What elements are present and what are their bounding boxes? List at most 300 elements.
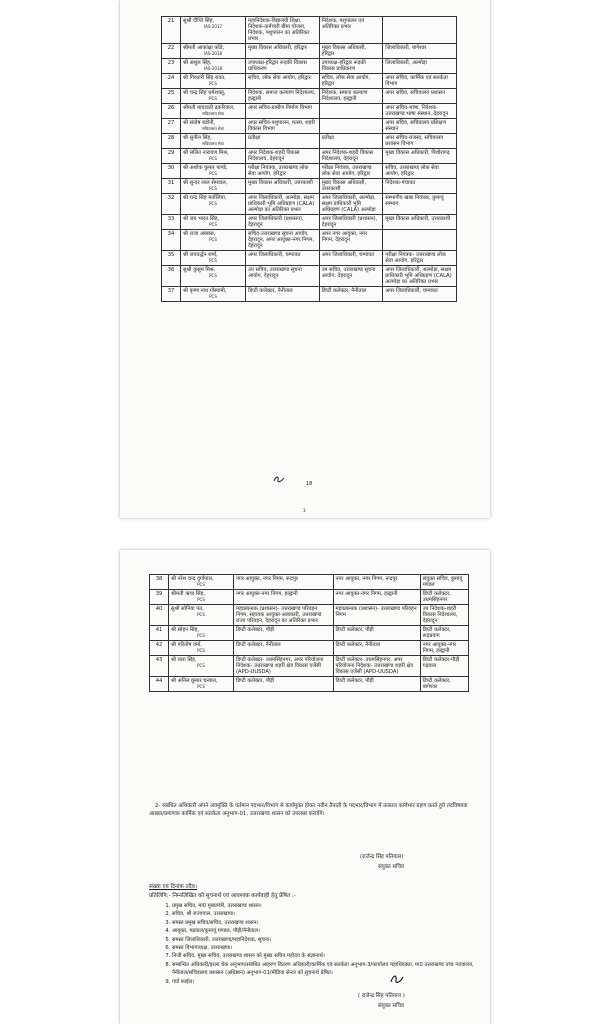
list-item: 6. समस्त विभागाध्यक्ष, उत्तराखण्ड। xyxy=(172,944,477,952)
serial-number-text: 44 xyxy=(155,678,163,684)
retained-post-text: उपाध्यक्ष-हरिद्वार रूड़की विकास प्राधिकरण xyxy=(321,60,366,72)
retained-post-cell xyxy=(319,89,383,104)
officer-name-text: श्री जय भारत सिंह, xyxy=(183,216,220,222)
serial-number-text: 37 xyxy=(167,288,175,294)
current-post-text: मुख्य विकास अधिकारी, उत्तरकाशी xyxy=(248,180,313,186)
table-row xyxy=(162,44,457,59)
new-post-text: डिप्टी कलेक्टर, बागेश्वर xyxy=(422,678,451,690)
service-cadre-text: सचिवालय सेवा xyxy=(202,126,224,131)
new-post-cell xyxy=(420,677,468,692)
serial-number-text: 25 xyxy=(167,90,175,96)
new-post-text: संयुक्त सचिव, कुमायूं मण्डल xyxy=(422,576,463,588)
serial-number-text: 23 xyxy=(167,60,175,66)
retained-post-text: परीक्षा नियंत्रक, उत्तराखण्ड लोक सेवा आयोग, हरिद्वार xyxy=(321,165,372,177)
serial-number-cell xyxy=(162,44,181,59)
new-post-text: नगर आयुक्त-नगर निगम, हल्द्वानी xyxy=(422,642,457,654)
new-post-cell xyxy=(383,230,457,251)
retained-post-cell xyxy=(333,641,420,656)
officer-name-text: सुश्री दीप्ति सिंह, xyxy=(183,18,215,24)
copy-heading: प्रतिलिपि:- निम्नलिखित को सूचनार्थ एवं आवश्यक कार्यवाही हेतु प्रेषित :- xyxy=(149,893,296,899)
serial-number-cell xyxy=(162,74,181,89)
officer-name-cell xyxy=(181,164,246,179)
list-item: 8. सम्बन्धित अधिकारी/इरला चेक अनुभाग/संबंधित आहरण वितरण अधिकारी/कार्मिक एवं सतर्कता अनुभाग-3/कार्यालय महाधिवक्ता, मा0 उत्तराखण्ड उच्च न्यायालय, नैनीताल/सचिवालय प्रशासन (अधिष्ठान) अनुभाग-01/मीडिया सेन्टर को सूचनार्थ प्रेषित। xyxy=(172,961,477,978)
new-post-text: अपर सचिव-राजस्व, सचिवालय प्रशासन विभाग xyxy=(385,135,444,147)
list-item: 3. समस्त प्रमुख सचिव/सचिव, उत्तराखण्ड शासन। xyxy=(172,919,477,927)
retained-post-cell xyxy=(319,164,383,179)
retained-post-cell xyxy=(319,44,383,59)
new-post-cell xyxy=(383,149,457,164)
transfer-table-page-2 xyxy=(149,574,469,692)
service-cadre-text: PCS xyxy=(209,186,217,191)
new-post-cell xyxy=(383,251,457,266)
reference-label: संख्या एवं दिनांक तदैव। xyxy=(149,884,197,890)
officer-name-cell xyxy=(181,215,246,230)
signatory-title: संयुक्त सचिव xyxy=(378,864,404,870)
serial-number-cell xyxy=(150,677,169,692)
retained-post-cell xyxy=(319,266,383,287)
serial-number-cell xyxy=(150,605,169,626)
current-post-text: सचिव, लोक सेवा आयोग, हरिद्वार xyxy=(248,75,311,81)
new-post-cell xyxy=(383,164,457,179)
current-post-text: अपर सचिव-ग्रामीण निर्माण विभाग xyxy=(248,105,312,111)
current-post-cell xyxy=(246,134,320,149)
retained-post-text: मुख्य विकास अधिकारी, उत्तरकाशी xyxy=(321,180,367,192)
retained-post-cell xyxy=(319,59,383,74)
table-row xyxy=(162,74,457,89)
table-row xyxy=(162,251,457,266)
serial-number-text: 29 xyxy=(167,150,175,156)
service-cadre-text: PCS xyxy=(197,612,205,617)
current-post-text: डिप्टी कलेक्टर, पौड़ी xyxy=(236,627,275,633)
current-post-text: अपर जिलाधिकारी, चम्पावत xyxy=(248,252,301,258)
new-post-cell xyxy=(383,119,457,134)
new-post-cell xyxy=(383,287,457,302)
serial-number-text: 30 xyxy=(167,165,175,171)
officer-name-text: श्री धारा सिंह, xyxy=(171,657,197,663)
transfer-table-page-1 xyxy=(161,16,457,302)
new-post-text: अपर जिलाधिकारी, अल्मोड़ा, सक्षम प्राधिकारी भूमि अधिग्रहण (CALA) अल्मोड़ा का अतिरिक्त प्रभार xyxy=(385,267,452,285)
retained-post-text: अपर जिलाधिकारी, अल्मोड़ा, सक्षम प्राधिकारी भूमि अधिग्रहण (CALA) अल्मोड़ा xyxy=(321,195,376,213)
table-row xyxy=(150,590,469,605)
retained-post-cell xyxy=(333,575,420,590)
current-post-text: नगर आयुक्त, नगर निगम, रूद्रपुर xyxy=(236,576,298,582)
service-cadre-text: PCS xyxy=(209,258,217,263)
serial-number-text: 21 xyxy=(167,18,175,24)
new-post-cell xyxy=(383,44,457,59)
serial-number-cell xyxy=(162,230,181,251)
current-post-text: अपर निदेशक-शहरी विकास निदेशालय, देहरादून xyxy=(248,150,300,162)
list-item: 1. प्रमुख सचिव, मा0 मुख्यमंत्री, उत्तराखण्ड शासन। xyxy=(172,902,477,910)
table-row xyxy=(162,194,457,215)
retained-post-text: डिप्टी कलेक्टर, पौड़ी xyxy=(335,627,374,633)
officer-name-text: श्री ललित नारायण मिश्र, xyxy=(183,150,229,156)
officer-name-cell xyxy=(181,149,246,164)
service-cadre-text: IAS-2018 xyxy=(203,66,223,71)
new-post-text: अपर सचिव, सचिवालय प्रशासन xyxy=(385,90,446,96)
new-post-text: सम्भागीय खाद्य नियंत्रक, कुमायूं सम्भाग xyxy=(385,195,444,207)
officer-name-cell xyxy=(181,74,246,89)
officer-name-cell xyxy=(181,59,246,74)
current-post-cell xyxy=(246,179,320,194)
current-post-cell xyxy=(246,287,320,302)
new-post-text: डिप्टी कलेक्टर, उधमसिंहनगर xyxy=(422,591,451,603)
new-post-cell xyxy=(420,626,468,641)
service-cadre-text: PCS xyxy=(209,294,217,299)
officer-name-text: श्री अंशुल सिंह, xyxy=(183,60,212,66)
table-row xyxy=(162,287,457,302)
officer-name-cell xyxy=(181,179,246,194)
list-item: 7. निजी सचिव, मुख्य सचिव, उत्तराखण्ड शासन को मुख्य सचिव महोदय के संज्ञानार्थ। xyxy=(172,952,477,960)
new-post-cell xyxy=(420,590,468,605)
service-cadre-text: सचिवालय सेवा xyxy=(202,111,224,116)
retained-post-cell xyxy=(333,626,420,641)
table-row xyxy=(162,134,457,149)
serial-number-text: 43 xyxy=(155,657,163,663)
current-post-cell xyxy=(246,164,320,179)
officer-name-text: श्री कृष्ण नाथ गोस्वामी, xyxy=(183,288,227,294)
new-post-text: जिलाधिकारी, बागेश्वर xyxy=(385,45,427,51)
serial-number-cell xyxy=(150,590,169,605)
current-post-cell xyxy=(246,74,320,89)
retained-post-text: डिप्टी कलेक्टर- उधमसिंहनगर, अपर परियोजना निदेशक- उत्तराखण्ड शहरी क्षेत्र विकास एजेंसी (APD-UUSDA) xyxy=(335,657,414,675)
current-post-text: डिप्टी कलेक्टर- उधमसिंहनगर, अपर परियोजना निदेशक- उत्तराखण्ड शहरी क्षेत्र विकास एजेंसी (APD-UUSDA) xyxy=(236,657,324,675)
serial-number-cell xyxy=(150,656,169,677)
current-post-cell xyxy=(234,641,334,656)
signatory2-name: ( राजेन्द्र सिंह पतियाल ) xyxy=(358,993,405,999)
new-post-cell xyxy=(420,656,468,677)
new-post-cell xyxy=(383,266,457,287)
officer-name-text: श्री जयवर्द्धन शर्मा, xyxy=(183,252,218,258)
new-post-cell xyxy=(383,194,457,215)
current-post-text: महाप्रबन्धक (प्रशासन)- उत्तराखण्ड परिवहन निगम, सहायक आयुक्त-आबकारी, उत्तराखण्ड राज्य परिवहन, देहरादून का अतिरिक्त प्रभार xyxy=(236,606,322,624)
officer-name-cell xyxy=(181,44,246,59)
current-post-text: नगर आयुक्त-नगर निगम, हल्द्वानी xyxy=(236,591,298,597)
current-post-cell xyxy=(234,677,334,692)
current-post-cell xyxy=(246,230,320,251)
service-cadre-text: PCS xyxy=(197,597,205,602)
serial-number-text: 38 xyxy=(155,576,163,582)
table-row xyxy=(162,17,457,44)
officer-name-text: श्री अनिल कुमार चन्याल, xyxy=(171,678,218,684)
serial-number-text: 35 xyxy=(167,252,175,258)
serial-number-cell xyxy=(150,626,169,641)
retained-post-cell xyxy=(319,104,383,119)
officer-name-text: श्री गिरधारी सिंह रावत, xyxy=(183,75,226,81)
new-post-cell xyxy=(383,89,457,104)
new-post-cell xyxy=(383,134,457,149)
officer-name-text: श्री सुनील सिंह, xyxy=(183,135,212,141)
new-post-text: परीक्षा नियंत्रक- उत्तराखण्ड लोक सेवा आयोग, हरिद्वार xyxy=(385,252,446,264)
retained-post-cell xyxy=(333,590,420,605)
list-item: 2. सचिव, श्री राज्यपाल, उत्तराखण्ड। xyxy=(172,910,477,918)
current-post-cell xyxy=(246,59,320,74)
serial-number-text: 42 xyxy=(155,642,163,648)
current-post-cell xyxy=(246,89,320,104)
table-row xyxy=(162,179,457,194)
new-post-text: मुख्य विकास अधिकारी, पिथौरागढ़ xyxy=(385,150,450,156)
officer-name-text: श्री चन्द्र सिंह मर्तोलिया, xyxy=(183,195,227,201)
retained-post-text: सचिव, लोक सेवा आयोग, हरिद्वार xyxy=(321,75,371,87)
serial-number-cell xyxy=(162,17,181,44)
retained-post-cell xyxy=(333,656,420,677)
new-post-text: अपर सचिव, कार्मिक एवं सतर्कता विभाग xyxy=(385,75,448,87)
serial-number-cell xyxy=(162,59,181,74)
serial-number-text: 24 xyxy=(167,75,175,81)
table-row xyxy=(162,59,457,74)
service-cadre-text: PCS xyxy=(197,582,205,587)
table-row xyxy=(162,266,457,287)
serial-number-text: 34 xyxy=(167,231,175,237)
document-page-1 xyxy=(120,0,490,518)
table-row xyxy=(150,656,469,677)
officer-name-text: श्री राजा अब्बास, xyxy=(183,231,216,237)
retained-post-text: प्रतीक्षा xyxy=(321,135,335,141)
officer-name-text: श्रीमती आकांक्षा कोंडे, xyxy=(183,45,225,51)
new-post-text: अपर जिलाधिकारी, चम्पावत xyxy=(385,288,438,294)
officer-name-text: श्री सोहन सिंह, xyxy=(171,627,200,633)
table-row xyxy=(150,605,469,626)
serial-number-cell xyxy=(162,287,181,302)
officer-name-text: श्री सुन्दर लाल सेमवाल, xyxy=(183,180,228,186)
current-post-text: महानिदेशक-विद्यालयी शिक्षा, निदेशक-कर्मचारी बीमा योजना, निदेशक, पशुपालन का अतिरिक्त प्रभार xyxy=(248,18,310,42)
table-row xyxy=(162,149,457,164)
officer-name-cell xyxy=(181,89,246,104)
officer-name-text: श्री संतोष बडोनी, xyxy=(183,120,216,126)
retained-post-cell xyxy=(319,230,383,251)
serial-number-cell xyxy=(162,89,181,104)
new-post-cell xyxy=(420,641,468,656)
officer-name-cell xyxy=(169,590,234,605)
serial-number-cell xyxy=(162,215,181,230)
current-post-text: सचिव-उत्तराखण्ड सूचना आयोग, देहरादून, अपर आयुक्त-नगर निगम, देहरादून xyxy=(248,231,314,249)
retained-post-cell xyxy=(319,179,383,194)
retained-post-text: महाप्रबन्धक (प्रशासन)- उत्तराखण्ड परिवहन निगम xyxy=(335,606,417,618)
retained-post-text: निदेशक, समाज कल्याण निदेशालय, हल्द्वानी xyxy=(321,90,368,102)
serial-number-text: 31 xyxy=(167,180,175,186)
new-post-cell xyxy=(383,59,457,74)
service-cadre-text: PCS xyxy=(197,648,205,653)
table-row xyxy=(162,104,457,119)
serial-number-cell xyxy=(162,164,181,179)
current-post-cell xyxy=(234,575,334,590)
current-post-text: डिप्टी कलेक्टर, पौड़ी xyxy=(236,678,275,684)
new-post-text: सचिव, उत्तराखण्ड लोक सेवा आयोग, हरिद्वार xyxy=(385,165,439,177)
officer-name-text: सुश्री सोनिया पंत, xyxy=(171,606,204,612)
serial-number-text: 40 xyxy=(155,606,163,612)
copy-list xyxy=(160,902,477,986)
current-post-text: प्रतीक्षा xyxy=(248,135,261,141)
officer-name-text: श्रीमती मायावती ढकरियाल, xyxy=(183,105,235,111)
signatory2-title: संयुक्त सचिव xyxy=(378,1003,404,1009)
new-post-text: अपर सचिव, सचिवालय प्रशिक्षण संस्थान xyxy=(385,120,447,132)
new-post-text: अपर सचिव-भाषा, निदेशक-उत्तराखण्ड भाषा संस्थान, देहरादून xyxy=(385,105,449,117)
retained-post-text: डिप्टी कलेक्टर, नैनीताल xyxy=(335,642,381,648)
officer-name-cell xyxy=(181,251,246,266)
new-post-cell xyxy=(383,179,457,194)
serial-number-text: 28 xyxy=(167,135,175,141)
new-post-text: निदेशक-पंचायत xyxy=(385,180,416,186)
current-post-text: परीक्षा नियंत्रक, उत्तराखण्ड लोक सेवा आयोग, हरिद्वार xyxy=(248,165,309,177)
retained-post-cell xyxy=(319,17,383,44)
retained-post-text: मुख्य विकास अधिकारी, हरिद्वार xyxy=(321,45,367,57)
officer-name-cell xyxy=(169,605,234,626)
new-post-text: डिप्टी कलेक्टर, रूद्रप्रयाग xyxy=(422,627,451,639)
current-post-text: अपर जिलाधिकारी, अल्मोड़ा, सक्षम प्राधिकारी भूमि अधिग्रहण (CALA) अल्मोड़ा का अतिरिक्त प्रभार xyxy=(248,195,315,213)
new-post-cell xyxy=(420,605,468,626)
serial-number-text: 22 xyxy=(167,45,175,51)
service-cadre-text: IAS-2017 xyxy=(203,24,223,29)
current-post-cell xyxy=(246,266,320,287)
new-post-text: जिलाधिकारी, अल्मोड़ा xyxy=(385,60,427,66)
service-cadre-text: PCS xyxy=(197,684,205,689)
retained-post-text: नगर आयुक्त, नगर निगम, रूद्रपुर xyxy=(335,576,398,582)
initials-signature-icon xyxy=(272,474,286,484)
new-post-text: उप निदेशक-शहरी विकास निदेशालय, देहरादून xyxy=(422,606,458,624)
service-cadre-text: PCS xyxy=(209,237,217,242)
officer-name-cell xyxy=(181,194,246,215)
signatory-name: (राजेन्द्र सिंह पतियाल) xyxy=(360,854,404,860)
serial-number-cell xyxy=(150,641,169,656)
new-post-text: डिप्टी कलेक्टर-पौड़ी गढ़वाल xyxy=(422,657,460,669)
current-post-text: उपाध्यक्ष-हरिद्वार रूड़की विकास प्राधिकरण xyxy=(248,60,307,72)
new-post-cell xyxy=(383,17,457,44)
service-cadre-text: PCS xyxy=(209,171,217,176)
retained-post-text: उप सचिव, उत्तराखण्ड सूचना आयोग, देहरादून xyxy=(321,267,376,279)
service-cadre-text: PCS xyxy=(209,156,217,161)
service-cadre-text: PCS xyxy=(209,201,217,206)
retained-post-cell xyxy=(319,287,383,302)
current-post-cell xyxy=(246,149,320,164)
officer-name-cell xyxy=(169,575,234,590)
officer-name-text: श्रीमती ऋचा सिंह, xyxy=(171,591,206,597)
officer-name-cell xyxy=(181,230,246,251)
serial-number-cell xyxy=(162,266,181,287)
current-post-cell xyxy=(246,17,320,44)
list-item: 9. गार्ड फाईल। xyxy=(172,978,477,986)
retained-post-text: अपर निदेशक-शहरी विकास निदेशालय, देहरादून xyxy=(321,150,374,162)
officer-name-cell xyxy=(169,626,234,641)
list-item: 5. समस्त जिलाधिकारी, उत्तराखण्ड/महानिदेशक, सूचना। xyxy=(172,936,477,944)
table-row xyxy=(150,677,469,692)
serial-number-text: 27 xyxy=(167,120,175,126)
serial-number-cell xyxy=(162,149,181,164)
serial-number-cell xyxy=(162,119,181,134)
initials-signature-icon xyxy=(388,972,406,986)
officer-name-text: श्री अशोक कुमार पाण्डे, xyxy=(183,165,228,171)
retained-post-cell xyxy=(319,119,383,134)
retained-post-cell xyxy=(319,194,383,215)
serial-number-text: 36 xyxy=(167,267,175,273)
table-row xyxy=(162,215,457,230)
retained-post-text: अपर जिलाधिकारी (प्रशासन), देहरादून xyxy=(321,216,378,228)
table-row xyxy=(162,89,457,104)
retained-post-text: निदेशक, पशुपालन एवं अतिरिक्त प्रभार xyxy=(321,18,365,30)
current-post-cell xyxy=(246,194,320,215)
officer-name-cell xyxy=(181,287,246,302)
service-cadre-text: PCS xyxy=(197,663,205,668)
retained-post-text: अपर नगर आयुक्त, नगर निगम, देहरादून xyxy=(321,231,368,243)
instruction-paragraph: 2- संबंधित अधिकारी अपने अवमुक्ति के वर्तमान पदभार/विभाग से कार्यमुक्त होकर नवीन तैनाती के पदभार/विभाग में तत्काल कार्यभार ग्रहण करते हुये तदविषयक आख्या/प्रमाणक कार्मिक एवं सतर्कता अनुभाग-01, उत्तराखण्ड शासन को उपलब्ध करायेंगे। xyxy=(149,803,468,817)
new-post-text: मुख्य विकास अधिकारी, उत्तरकाशी xyxy=(385,216,451,222)
serial-number-text: 39 xyxy=(155,591,163,597)
serial-number-cell xyxy=(162,179,181,194)
current-post-text: निदेशक, समाज कल्याण निदेशालय, हल्द्वानी xyxy=(248,90,316,102)
officer-name-text: सुश्री कुसुम मिश्र, xyxy=(183,267,216,273)
table-row xyxy=(150,626,469,641)
retained-post-text: नगर आयुक्त-नगर निगम, हल्द्वानी xyxy=(335,591,398,597)
current-post-cell xyxy=(234,605,334,626)
table-row xyxy=(150,641,469,656)
officer-name-cell xyxy=(181,266,246,287)
serial-number-text: 33 xyxy=(167,216,175,222)
service-cadre-text: PCS xyxy=(209,81,217,86)
current-post-cell xyxy=(246,104,320,119)
retained-post-cell xyxy=(319,74,383,89)
serial-number-text: 26 xyxy=(167,105,175,111)
current-post-cell xyxy=(246,251,320,266)
officer-name-cell xyxy=(169,677,234,692)
retained-post-cell xyxy=(319,134,383,149)
serial-number-text: 32 xyxy=(167,195,175,201)
sig-mark: 18 xyxy=(306,481,313,487)
officer-name-cell xyxy=(181,119,246,134)
new-post-cell xyxy=(420,575,468,590)
retained-post-cell xyxy=(319,149,383,164)
retained-post-cell xyxy=(333,605,420,626)
officer-name-text: श्री नरेश चन्द्र दुर्गापाल, xyxy=(171,576,214,582)
retained-post-text: डिप्टी कलेक्टर, पौड़ी xyxy=(335,678,374,684)
retained-post-text: डिप्टी कलेक्टर, नैनीताल xyxy=(321,288,367,294)
table-row xyxy=(162,119,457,134)
current-post-cell xyxy=(234,656,334,677)
retained-post-cell xyxy=(319,251,383,266)
new-post-cell xyxy=(383,104,457,119)
current-post-cell xyxy=(234,590,334,605)
officer-name-cell xyxy=(181,17,246,44)
serial-number-cell xyxy=(162,251,181,266)
serial-number-cell xyxy=(150,575,169,590)
list-item: 4. आयुक्त, गढ़वाल/कुमायूं मण्डल, पौड़ी/नैनीताल। xyxy=(172,927,477,935)
serial-number-cell xyxy=(162,194,181,215)
serial-number-cell xyxy=(162,104,181,119)
table-row xyxy=(150,575,469,590)
page-number: 3 xyxy=(303,508,306,513)
retained-post-cell xyxy=(333,677,420,692)
current-post-text: डिप्टी कलेक्टर, नैनीताल xyxy=(248,288,293,294)
current-post-text: डिप्टी कलेक्टर, नैनीताल xyxy=(236,642,281,648)
current-post-text: अपर जिलाधिकारी (प्रशासन), देहरादून xyxy=(248,216,304,228)
service-cadre-text: सचिवालय सेवा xyxy=(202,141,224,146)
document-page-2 xyxy=(120,550,490,1024)
service-cadre-text: PCS xyxy=(209,96,217,101)
current-post-text: अपर सचिव-पशुपालन, मत्स्य, शहरी विकास विभाग xyxy=(248,120,315,132)
officer-name-cell xyxy=(169,641,234,656)
current-post-text: उप सचिव, उत्तराखण्ड सूचना आयोग, देहरादून xyxy=(248,267,302,279)
officer-name-cell xyxy=(169,656,234,677)
retained-post-cell xyxy=(319,215,383,230)
service-cadre-text: PCS xyxy=(209,222,217,227)
serial-number-cell xyxy=(162,134,181,149)
new-post-cell xyxy=(383,215,457,230)
service-cadre-text: IAS-2018 xyxy=(203,51,223,56)
officer-name-cell xyxy=(181,104,246,119)
service-cadre-text: PCS xyxy=(197,633,205,638)
current-post-cell xyxy=(246,215,320,230)
table-row xyxy=(162,230,457,251)
officer-name-cell xyxy=(181,134,246,149)
retained-post-text: अपर जिलाधिकारी, चम्पावत xyxy=(321,252,375,258)
new-post-cell xyxy=(383,74,457,89)
